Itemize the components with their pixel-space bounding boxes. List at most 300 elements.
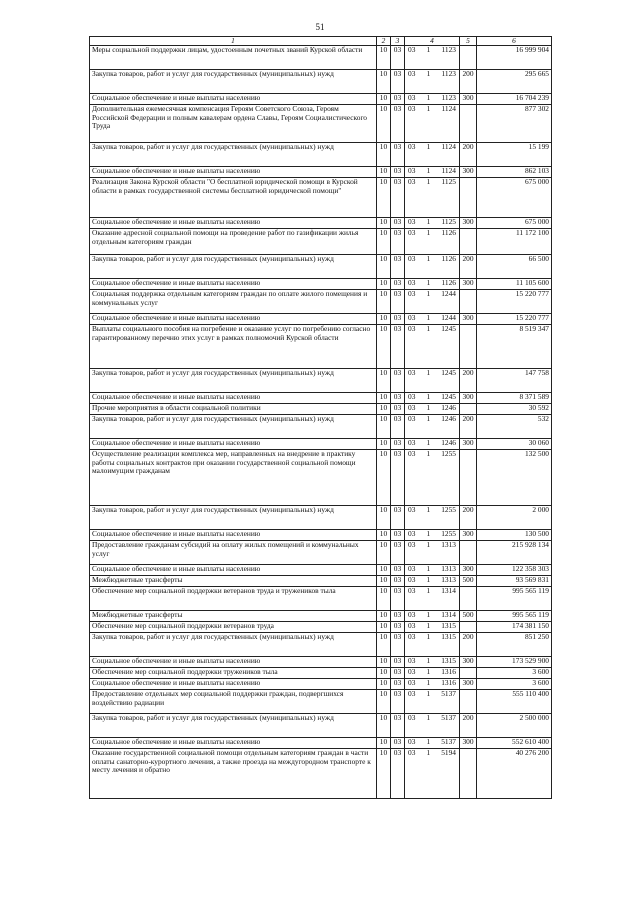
- column-header-3: 3: [391, 37, 405, 46]
- row-expense-type: [460, 105, 477, 143]
- target-number: 5137: [441, 689, 456, 699]
- row-expense-type: 200: [460, 506, 477, 530]
- row-amount: 2 500 000: [477, 714, 552, 738]
- target-number: 1314: [441, 586, 456, 596]
- target-program: 03: [408, 403, 416, 413]
- row-name: Социальное обеспечение и иные выплаты населению: [90, 679, 377, 690]
- target-subprogram: 1: [426, 69, 431, 79]
- row-amount: 3 600: [477, 679, 552, 690]
- row-section: 10: [377, 404, 391, 415]
- target-number: 1245: [441, 324, 456, 334]
- row-expense-type: 200: [460, 415, 477, 439]
- target-program: 03: [408, 414, 416, 424]
- target-subprogram: 1: [426, 403, 431, 413]
- target-program: 03: [408, 564, 416, 574]
- row-target-code: [405, 622, 460, 633]
- target-program: 03: [408, 392, 416, 402]
- target-subprogram: 1: [426, 689, 431, 699]
- row-section: 10: [377, 657, 391, 668]
- table-row: [90, 657, 552, 668]
- target-number: 1123: [441, 69, 456, 79]
- row-target-code: [405, 576, 460, 587]
- row-subsection: 03: [391, 178, 405, 218]
- target-subprogram: 1: [426, 737, 431, 747]
- table-row: [90, 738, 552, 749]
- row-name: Дополнительная ежемесячная компенсация Героям Советского Союза, Героям Российской Федерации и полным кавалерам ордена Славы, Героям Социалистического Труда: [90, 105, 377, 143]
- row-subsection: 03: [391, 690, 405, 714]
- row-expense-type: 200: [460, 714, 477, 738]
- row-target-code: [405, 541, 460, 565]
- row-expense-type: [460, 178, 477, 218]
- row-target-code: [405, 633, 460, 657]
- target-subprogram: 1: [426, 313, 431, 323]
- row-name: Прочие мероприятия в области социальной политики: [90, 404, 377, 415]
- row-amount: 862 103: [477, 167, 552, 178]
- row-target-code: [405, 530, 460, 541]
- row-section: 10: [377, 255, 391, 279]
- row-target-code: [405, 506, 460, 530]
- row-target-code: [405, 565, 460, 576]
- row-subsection: 03: [391, 393, 405, 404]
- row-amount: 215 928 134: [477, 541, 552, 565]
- row-section: 10: [377, 668, 391, 679]
- row-amount: 16 999 904: [477, 46, 552, 70]
- row-name: Оказание адресной социальной помощи на проведение работ по газификации жилья отдельным категориям граждан: [90, 229, 377, 255]
- target-subprogram: 1: [426, 564, 431, 574]
- row-subsection: 03: [391, 622, 405, 633]
- row-amount: 877 302: [477, 105, 552, 143]
- target-number: 1313: [441, 564, 456, 574]
- row-name: Социальное обеспечение и иные выплаты населению: [90, 565, 377, 576]
- row-expense-type: 200: [460, 369, 477, 393]
- target-program: 03: [408, 610, 416, 620]
- row-section: 10: [377, 611, 391, 622]
- row-amount: 532: [477, 415, 552, 439]
- table-row: [90, 314, 552, 325]
- target-number: 1124: [441, 142, 456, 152]
- page-number: 51: [315, 22, 325, 32]
- target-number: 1313: [441, 575, 456, 585]
- target-number: 1255: [441, 449, 456, 459]
- row-subsection: 03: [391, 70, 405, 94]
- row-amount: 552 610 400: [477, 738, 552, 749]
- column-header-2: 2: [377, 37, 391, 46]
- target-number: 1126: [441, 278, 456, 288]
- table-row: [90, 46, 552, 70]
- row-subsection: 03: [391, 290, 405, 314]
- row-subsection: 03: [391, 314, 405, 325]
- row-section: 10: [377, 450, 391, 506]
- target-subprogram: 1: [426, 368, 431, 378]
- table-row: [90, 218, 552, 229]
- target-number: 1315: [441, 632, 456, 642]
- row-expense-type: 300: [460, 218, 477, 229]
- row-amount: 30 060: [477, 439, 552, 450]
- table-row: [90, 290, 552, 314]
- target-number: 1314: [441, 610, 456, 620]
- target-subprogram: 1: [426, 228, 431, 238]
- target-subprogram: 1: [426, 713, 431, 723]
- target-subprogram: 1: [426, 45, 431, 55]
- target-program: 03: [408, 678, 416, 688]
- row-name: Социальное обеспечение и иные выплаты населению: [90, 393, 377, 404]
- row-amount: 30 592: [477, 404, 552, 415]
- table-row: [90, 506, 552, 530]
- row-subsection: 03: [391, 633, 405, 657]
- row-expense-type: 300: [460, 393, 477, 404]
- row-name: Обеспечение мер социальной поддержки ветеранов труда и тружеников тыла: [90, 587, 377, 611]
- row-subsection: 03: [391, 218, 405, 229]
- row-target-code: [405, 749, 460, 799]
- row-name: Выплаты социального пособия на погребение и оказание услуг по погребению согласно гарантированному перечню этих услуг в рамках полномочий Курской области: [90, 325, 377, 369]
- row-name: Закупка товаров, работ и услуг для государственных (муниципальных) нужд: [90, 714, 377, 738]
- row-name: Закупка товаров, работ и услуг для государственных (муниципальных) нужд: [90, 633, 377, 657]
- row-section: 10: [377, 714, 391, 738]
- table-row: [90, 325, 552, 369]
- table-row: [90, 611, 552, 622]
- row-target-code: [405, 369, 460, 393]
- target-number: 1246: [441, 414, 456, 424]
- row-expense-type: [460, 404, 477, 415]
- row-expense-type: [460, 622, 477, 633]
- row-subsection: 03: [391, 255, 405, 279]
- row-section: 10: [377, 679, 391, 690]
- target-number: 1125: [441, 217, 456, 227]
- row-name: Социальное обеспечение и иные выплаты населению: [90, 94, 377, 105]
- table-row: [90, 167, 552, 178]
- row-name: Социальное обеспечение и иные выплаты населению: [90, 167, 377, 178]
- row-expense-type: 200: [460, 255, 477, 279]
- row-target-code: [405, 611, 460, 622]
- table-row: [90, 393, 552, 404]
- row-section: 10: [377, 541, 391, 565]
- row-amount: 851 250: [477, 633, 552, 657]
- row-name: Межбюджетные трансферты: [90, 611, 377, 622]
- row-subsection: 03: [391, 565, 405, 576]
- row-expense-type: 300: [460, 279, 477, 290]
- row-name: Социальное обеспечение и иные выплаты населению: [90, 314, 377, 325]
- row-subsection: 03: [391, 94, 405, 105]
- target-program: 03: [408, 254, 416, 264]
- row-name: Предоставление гражданам субсидий на оплату жилых помещений и коммунальных услуг: [90, 541, 377, 565]
- target-subprogram: 1: [426, 392, 431, 402]
- row-target-code: [405, 46, 460, 70]
- row-section: 10: [377, 46, 391, 70]
- row-subsection: 03: [391, 415, 405, 439]
- row-target-code: [405, 105, 460, 143]
- row-subsection: 03: [391, 679, 405, 690]
- row-subsection: 03: [391, 587, 405, 611]
- target-program: 03: [408, 368, 416, 378]
- row-amount: 130 500: [477, 530, 552, 541]
- target-subprogram: 1: [426, 621, 431, 631]
- row-name: Оказание государственной социальной помощи отдельным категориям граждан в части оплаты санаторно-курортного лечения, а также проезда на междугородном транспорте к месту лечения и обратно: [90, 749, 377, 799]
- row-section: 10: [377, 415, 391, 439]
- row-name: Социальное обеспечение и иные выплаты населению: [90, 218, 377, 229]
- target-subprogram: 1: [426, 438, 431, 448]
- row-target-code: [405, 679, 460, 690]
- target-program: 03: [408, 289, 416, 299]
- target-program: 03: [408, 142, 416, 152]
- table-row: [90, 178, 552, 218]
- row-expense-type: [460, 46, 477, 70]
- target-subprogram: 1: [426, 324, 431, 334]
- target-program: 03: [408, 656, 416, 666]
- row-expense-type: 500: [460, 611, 477, 622]
- row-name: Межбюджетные трансферты: [90, 576, 377, 587]
- table-row: [90, 94, 552, 105]
- row-target-code: [405, 314, 460, 325]
- row-name: Социальная поддержка отдельным категориям граждан по оплате жилого помещения и коммунальных услуг: [90, 290, 377, 314]
- row-section: 10: [377, 218, 391, 229]
- column-header-6: 6: [477, 37, 552, 46]
- row-subsection: 03: [391, 668, 405, 679]
- row-name: Осуществление реализации комплекса мер, направленных на внедрение в практику работы социальных контрактов при оказании государственной социальной помощи малоимущим гражданам: [90, 450, 377, 506]
- row-amount: 675 000: [477, 218, 552, 229]
- target-number: 1125: [441, 177, 456, 187]
- target-number: 1246: [441, 438, 456, 448]
- target-subprogram: 1: [426, 142, 431, 152]
- target-program: 03: [408, 529, 416, 539]
- row-section: 10: [377, 279, 391, 290]
- row-expense-type: 200: [460, 70, 477, 94]
- target-number: 5137: [441, 737, 456, 747]
- target-program: 03: [408, 177, 416, 187]
- row-amount: 11 172 100: [477, 229, 552, 255]
- target-subprogram: 1: [426, 414, 431, 424]
- target-subprogram: 1: [426, 166, 431, 176]
- target-subprogram: 1: [426, 177, 431, 187]
- target-subprogram: 1: [426, 575, 431, 585]
- row-target-code: [405, 143, 460, 167]
- row-expense-type: [460, 749, 477, 799]
- row-target-code: [405, 178, 460, 218]
- row-section: 10: [377, 167, 391, 178]
- target-program: 03: [408, 667, 416, 677]
- target-number: 1244: [441, 289, 456, 299]
- row-target-code: [405, 587, 460, 611]
- row-expense-type: 200: [460, 633, 477, 657]
- row-subsection: 03: [391, 714, 405, 738]
- row-expense-type: [460, 229, 477, 255]
- table-row: [90, 229, 552, 255]
- row-section: 10: [377, 690, 391, 714]
- table-row: [90, 576, 552, 587]
- target-number: 1316: [441, 667, 456, 677]
- row-subsection: 03: [391, 167, 405, 178]
- row-expense-type: 300: [460, 565, 477, 576]
- table-row: [90, 404, 552, 415]
- target-subprogram: 1: [426, 610, 431, 620]
- row-amount: 15 220 777: [477, 290, 552, 314]
- target-number: 1315: [441, 656, 456, 666]
- row-name: Социальное обеспечение и иные выплаты населению: [90, 657, 377, 668]
- row-expense-type: 300: [460, 314, 477, 325]
- target-program: 03: [408, 313, 416, 323]
- row-amount: 174 381 150: [477, 622, 552, 633]
- row-subsection: 03: [391, 369, 405, 393]
- table-row: [90, 450, 552, 506]
- target-number: 5194: [441, 748, 456, 758]
- target-subprogram: 1: [426, 289, 431, 299]
- budget-table: [89, 36, 552, 799]
- table-row: [90, 530, 552, 541]
- target-subprogram: 1: [426, 217, 431, 227]
- row-name: Социальное обеспечение и иные выплаты населению: [90, 738, 377, 749]
- row-amount: 15 220 777: [477, 314, 552, 325]
- row-amount: 122 358 303: [477, 565, 552, 576]
- row-name: Социальное обеспечение и иные выплаты населению: [90, 530, 377, 541]
- table-row: [90, 679, 552, 690]
- row-target-code: [405, 450, 460, 506]
- row-target-code: [405, 229, 460, 255]
- row-section: 10: [377, 94, 391, 105]
- target-number: 1244: [441, 313, 456, 323]
- row-amount: 995 565 119: [477, 587, 552, 611]
- target-program: 03: [408, 540, 416, 550]
- row-amount: 8 519 347: [477, 325, 552, 369]
- table-row: [90, 668, 552, 679]
- table-row: [90, 105, 552, 143]
- row-amount: 147 758: [477, 369, 552, 393]
- row-subsection: 03: [391, 576, 405, 587]
- row-amount: 2 000: [477, 506, 552, 530]
- target-number: 1313: [441, 540, 456, 550]
- row-section: 10: [377, 143, 391, 167]
- row-subsection: 03: [391, 506, 405, 530]
- row-subsection: 03: [391, 749, 405, 799]
- target-number: 1126: [441, 254, 456, 264]
- row-target-code: [405, 325, 460, 369]
- row-section: 10: [377, 633, 391, 657]
- row-expense-type: 300: [460, 738, 477, 749]
- target-program: 03: [408, 575, 416, 585]
- table-row: [90, 565, 552, 576]
- target-number: 1316: [441, 678, 456, 688]
- target-program: 03: [408, 93, 416, 103]
- row-section: 10: [377, 576, 391, 587]
- target-number: 1124: [441, 166, 456, 176]
- column-header-4: 4: [405, 37, 460, 46]
- row-expense-type: [460, 450, 477, 506]
- row-name: Закупка товаров, работ и услуг для государственных (муниципальных) нужд: [90, 143, 377, 167]
- row-expense-type: 200: [460, 143, 477, 167]
- row-section: 10: [377, 178, 391, 218]
- row-target-code: [405, 94, 460, 105]
- target-program: 03: [408, 45, 416, 55]
- row-expense-type: 300: [460, 167, 477, 178]
- table-row: [90, 633, 552, 657]
- row-expense-type: [460, 587, 477, 611]
- row-name: Обеспечение мер социальной поддержки ветеранов труда: [90, 622, 377, 633]
- target-subprogram: 1: [426, 278, 431, 288]
- row-subsection: 03: [391, 46, 405, 70]
- target-subprogram: 1: [426, 748, 431, 758]
- table-row: [90, 541, 552, 565]
- target-program: 03: [408, 217, 416, 227]
- row-target-code: [405, 415, 460, 439]
- column-header-1: 1: [90, 37, 377, 46]
- target-program: 03: [408, 737, 416, 747]
- target-subprogram: 1: [426, 449, 431, 459]
- row-amount: 40 276 200: [477, 749, 552, 799]
- row-target-code: [405, 393, 460, 404]
- target-subprogram: 1: [426, 540, 431, 550]
- row-target-code: [405, 290, 460, 314]
- target-number: 1124: [441, 104, 456, 114]
- row-section: 10: [377, 70, 391, 94]
- row-name: Закупка товаров, работ и услуг для государственных (муниципальных) нужд: [90, 369, 377, 393]
- table-row: [90, 369, 552, 393]
- row-target-code: [405, 167, 460, 178]
- row-expense-type: 300: [460, 439, 477, 450]
- row-subsection: 03: [391, 229, 405, 255]
- target-subprogram: 1: [426, 667, 431, 677]
- row-subsection: 03: [391, 738, 405, 749]
- table-row: [90, 749, 552, 799]
- row-target-code: [405, 439, 460, 450]
- target-program: 03: [408, 505, 416, 515]
- row-name: Меры социальной поддержки лицам, удостоенным почетных званий Курской области: [90, 46, 377, 70]
- row-name: Социальное обеспечение и иные выплаты населению: [90, 439, 377, 450]
- row-target-code: [405, 255, 460, 279]
- row-section: 10: [377, 325, 391, 369]
- table-row: [90, 143, 552, 167]
- row-name: Закупка товаров, работ и услуг для государственных (муниципальных) нужд: [90, 506, 377, 530]
- target-program: 03: [408, 104, 416, 114]
- row-name: Реализация Закона Курской области "О бесплатной юридической помощи в Курской области в рамках государственной системы бесплатной юридической помощи": [90, 178, 377, 218]
- target-program: 03: [408, 228, 416, 238]
- row-target-code: [405, 279, 460, 290]
- row-subsection: 03: [391, 541, 405, 565]
- table-body: [90, 46, 552, 799]
- row-amount: 16 704 239: [477, 94, 552, 105]
- row-amount: 3 600: [477, 668, 552, 679]
- row-section: 10: [377, 738, 391, 749]
- target-program: 03: [408, 621, 416, 631]
- row-amount: 675 000: [477, 178, 552, 218]
- target-subprogram: 1: [426, 104, 431, 114]
- row-section: 10: [377, 506, 391, 530]
- table-row: [90, 70, 552, 94]
- target-number: 5137: [441, 713, 456, 723]
- target-subprogram: 1: [426, 586, 431, 596]
- row-target-code: [405, 70, 460, 94]
- row-amount: 15 199: [477, 143, 552, 167]
- target-program: 03: [408, 449, 416, 459]
- row-section: 10: [377, 229, 391, 255]
- row-subsection: 03: [391, 143, 405, 167]
- table-row: [90, 587, 552, 611]
- row-subsection: 03: [391, 105, 405, 143]
- table-row: [90, 690, 552, 714]
- row-section: 10: [377, 393, 391, 404]
- row-expense-type: 300: [460, 94, 477, 105]
- row-target-code: [405, 657, 460, 668]
- target-program: 03: [408, 632, 416, 642]
- row-subsection: 03: [391, 404, 405, 415]
- row-amount: 132 500: [477, 450, 552, 506]
- row-target-code: [405, 668, 460, 679]
- row-amount: 995 565 119: [477, 611, 552, 622]
- table-row: [90, 439, 552, 450]
- target-program: 03: [408, 713, 416, 723]
- row-section: 10: [377, 105, 391, 143]
- table-row: [90, 415, 552, 439]
- row-name: Социальное обеспечение и иные выплаты населению: [90, 279, 377, 290]
- row-target-code: [405, 690, 460, 714]
- target-program: 03: [408, 586, 416, 596]
